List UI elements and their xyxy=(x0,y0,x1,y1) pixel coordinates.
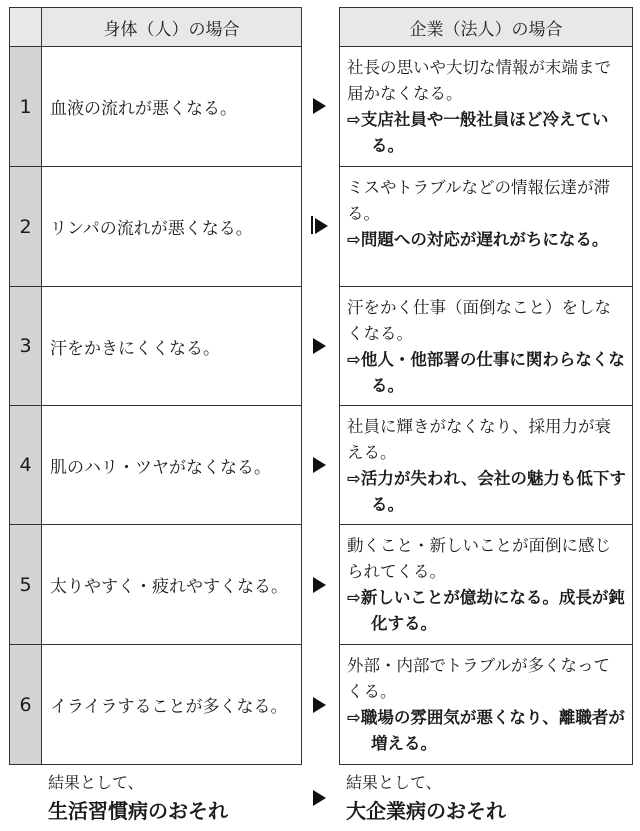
company-description: 動くこと・新しいことが面倒に感じられてくる。 xyxy=(347,536,611,581)
footer-left-lead: 結果として、 xyxy=(48,773,144,792)
company-consequence: ⇨問題への対応が遅れがちになる。 xyxy=(347,230,609,249)
row-number: 5 xyxy=(9,524,42,645)
arrow-icon xyxy=(313,98,326,114)
company-consequence: ⇨新しいことが億劫になる。成長が鈍化する。 xyxy=(347,588,625,633)
row-number: 6 xyxy=(9,644,42,765)
company-description: 外部・内部でトラブルが多くなってくる。 xyxy=(347,656,611,701)
company-symptom xyxy=(339,286,633,406)
arrow-icon xyxy=(313,338,326,354)
company-consequence: ⇨職場の雰囲気が悪くなり、離職者が増える。 xyxy=(347,708,625,753)
arrow-bar xyxy=(311,216,313,234)
body-symptom: イライラすることが多くなる。 xyxy=(41,644,302,765)
row-number: 1 xyxy=(9,46,42,167)
body-symptom: 汗をかきにくくなる。 xyxy=(41,286,302,406)
company-symptom xyxy=(339,405,633,525)
company-consequence: ⇨支店社員や一般社員ほど冷えている。 xyxy=(347,110,609,155)
company-consequence: ⇨活力が失われ、会社の魅力も低下する。 xyxy=(347,469,626,514)
footer-right-lead: 結果として、 xyxy=(346,773,442,792)
arrow-icon xyxy=(313,790,326,806)
body-symptom: 血液の流れが悪くなる。 xyxy=(41,46,302,167)
company-symptom xyxy=(339,524,633,645)
company-consequence: ⇨他人・他部署の仕事に関わらなくなる。 xyxy=(347,350,625,395)
corner-cell xyxy=(9,7,42,47)
arrow-icon xyxy=(313,577,326,593)
row-number: 2 xyxy=(9,166,42,287)
footer-left-conclusion: 生活習慣病のおそれ xyxy=(48,799,228,823)
row-number: 3 xyxy=(9,286,42,406)
header-body: 身体（人）の場合 xyxy=(41,7,302,47)
row-number: 4 xyxy=(9,405,42,525)
company-symptom xyxy=(339,644,633,765)
company-description: 社長の思いや大切な情報が末端まで届かなくなる。 xyxy=(347,58,611,103)
arrow-icon xyxy=(313,697,326,713)
company-description: ミスやトラブルなどの情報伝達が滞る。 xyxy=(347,178,611,223)
body-symptom: 肌のハリ・ツヤがなくなる。 xyxy=(41,405,302,525)
header-company: 企業（法人）の場合 xyxy=(339,7,633,47)
arrow-icon xyxy=(313,457,326,473)
company-symptom xyxy=(339,166,633,287)
body-symptom: 太りやすく・疲れやすくなる。 xyxy=(41,524,302,645)
company-symptom xyxy=(339,46,633,167)
arrow-icon xyxy=(315,218,328,234)
company-description: 汗をかく仕事（面倒なこと）をしなくなる。 xyxy=(347,298,611,343)
company-description: 社員に輝きがなくなり、採用力が衰える。 xyxy=(347,417,611,462)
body-symptom: リンパの流れが悪くなる。 xyxy=(41,166,302,287)
footer-right-conclusion: 大企業病のおそれ xyxy=(346,799,506,823)
